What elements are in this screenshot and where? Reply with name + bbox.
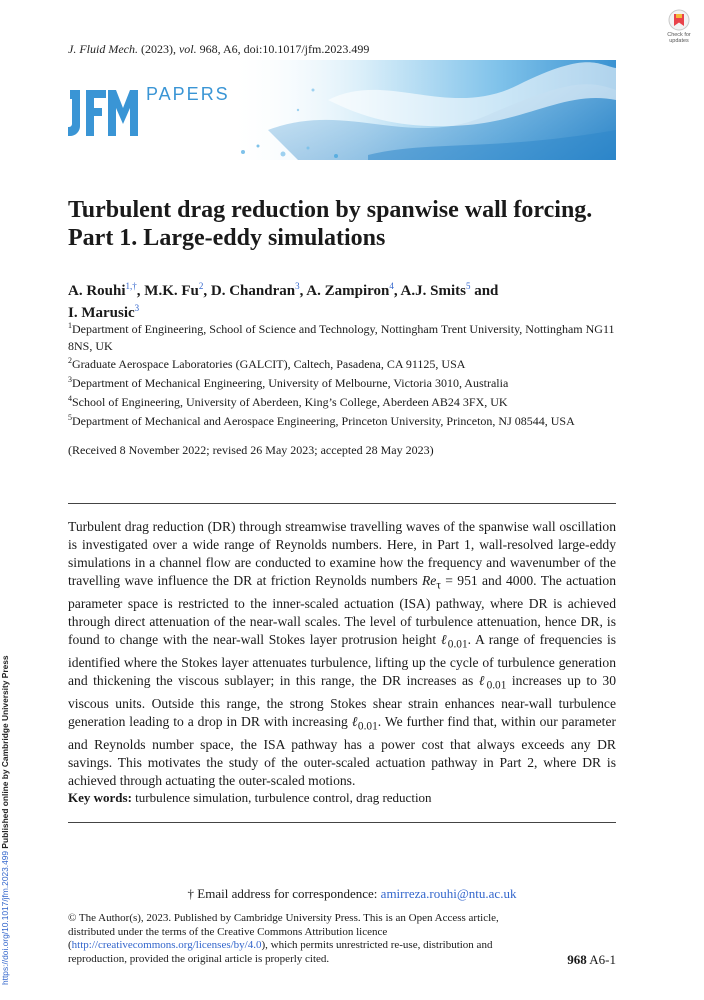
jfm-papers-logo [68, 60, 616, 160]
author-affiliation-marker[interactable]: 3 [134, 303, 140, 313]
author: A.J. Smits$^5$ and [400, 281, 499, 299]
journal-name: J. Fluid Mech. [68, 42, 138, 56]
author-affiliation-marker[interactable]: 2 [198, 281, 204, 291]
bookmark-icon [660, 8, 698, 32]
author-affiliation-marker[interactable]: 4 [389, 281, 394, 291]
license-link[interactable]: http://creativecommons.org/licenses/by/4.0 [71, 939, 262, 952]
abstract: Turbulent drag reduction (DR) through streamwise travelling waves of the spanwise wall oscillation is investigated over a wide range of Reynolds numbers. Here, in Part 1, wall-resolved large-eddy simulations in a channel flow are conducted to examine how the frequency and wavenumber of the travelling wave influence the DR at friction Reynolds numbers $Re_\tau = 951$ and 4000. The actuation parameter space is restricted to the inner-scaled actuation (ISA) pathway, where DR is achieved through direct attenuation of the near-wall scales. The level of turbulence attenuation, hence DR, is found to change with the near-wall Stokes layer protrusion height ℓ$_{0.01}$. A range of frequencies is identified where the Stokes layer attenuates turbulence, lifting up the cycle of turbulence generation and thickening the viscous sublayer; in this range, the DR increases as ℓ$_{0.01}$ increases up to 30 viscous units. Outside this range, the strong Stokes shear strain enhances near-wall turbulence generation leading to a drop in DR with increasing ℓ$_{0.01}$. We further find that, within our parameter and Reynolds number space, the ISA pathway has a power cost that always exceeds any DR savings. This motivates the study of the outer-scaled actuation pathway in Part 2, where DR is achieved through actuating the outer-scaled motions. [68, 519, 617, 789]
received-dates: (Received 8 November 2022; revised 26 May 2023; accepted 28 May 2023) [68, 443, 434, 457]
keywords-label: Key words: [68, 790, 132, 805]
keywords-text: turbulence simulation, turbulence control, drag reduction [135, 790, 432, 805]
author: M.K. Fu$^2$, [144, 281, 211, 299]
journal-citation-rest: 968, A6, doi:10.1017/jfm.2023.499 [199, 42, 370, 56]
author: I. Marusic$^3$ [68, 303, 140, 321]
journal-banner [68, 60, 616, 160]
affiliation: $^3$Department of Mechanical Engineering, University of Melbourne, Victoria 3010, Australia [68, 375, 509, 390]
journal-citation [68, 42, 369, 57]
paper-title: Turbulent drag reduction by spanwise wall forcing. Part 1. Large-eddy simulations [68, 197, 593, 251]
logo-papers-text: PAPERS [146, 84, 230, 104]
correspondence-email-link[interactable]: amirreza.rouhi@ntu.ac.uk [380, 886, 517, 901]
check-updates-label: Check for updates [667, 32, 691, 44]
affiliation: $^4$School of Engineering, University of Aberdeen, King’s College, Aberdeen AB24 3FX, UK [68, 394, 508, 409]
affiliation: $^5$Department of Mechanical and Aerospace Engineering, Princeton University, Princeton, NJ 08544, USA [68, 413, 575, 428]
sidebar-published-text: Published online by Cambridge University Press [0, 655, 10, 851]
check-for-updates-badge[interactable] [660, 8, 698, 46]
sidebar-doi-notice [0, 625, 10, 1000]
keywords [68, 790, 432, 806]
author: A. Rouhi$^{1,\dagger}$, [68, 281, 145, 299]
page-number [567, 952, 616, 968]
affiliation: $^2$Graduate Aerospace Laboratories (GALCIT), Caltech, Pasadena, CA 91125, USA [68, 356, 466, 371]
divider [68, 503, 616, 504]
correspondence-label: † Email address for correspondence: [187, 886, 378, 901]
license-notice: © The Author(s), 2023. Published by Cambridge University Press. This is an Open Access article, distributed under the terms of the Creative Commons Attribution licence (http://creativecommons.org/licenses/by/4.0), which permits unrestricted re-use, distribution and reproduction, provided the original article is properly cited. [68, 912, 499, 965]
page-article: A6-1 [589, 952, 616, 967]
author: D. Chandran$^3$, [210, 281, 307, 299]
author: A. Zampiron$^4$, [306, 281, 401, 299]
affiliation: $^1$Department of Engineering, School of Science and Technology, Nottingham Trent University, Nottingham NG11 8NS, UK [68, 321, 615, 353]
journal-vol-label: vol. [178, 42, 197, 56]
author-affiliation-marker[interactable]: 3 [295, 281, 300, 291]
page-volume: 968 [567, 952, 587, 967]
author-list [68, 280, 628, 324]
divider [68, 822, 616, 823]
sidebar-doi-link[interactable]: https://doi.org/10.1017/jfm.2023.499 [0, 850, 10, 985]
journal-year: (2023), [140, 42, 176, 56]
correspondence [0, 886, 704, 902]
author-affiliation-marker[interactable]: 5 [465, 281, 471, 291]
author-affiliation-marker[interactable]: 1,† [125, 281, 137, 291]
